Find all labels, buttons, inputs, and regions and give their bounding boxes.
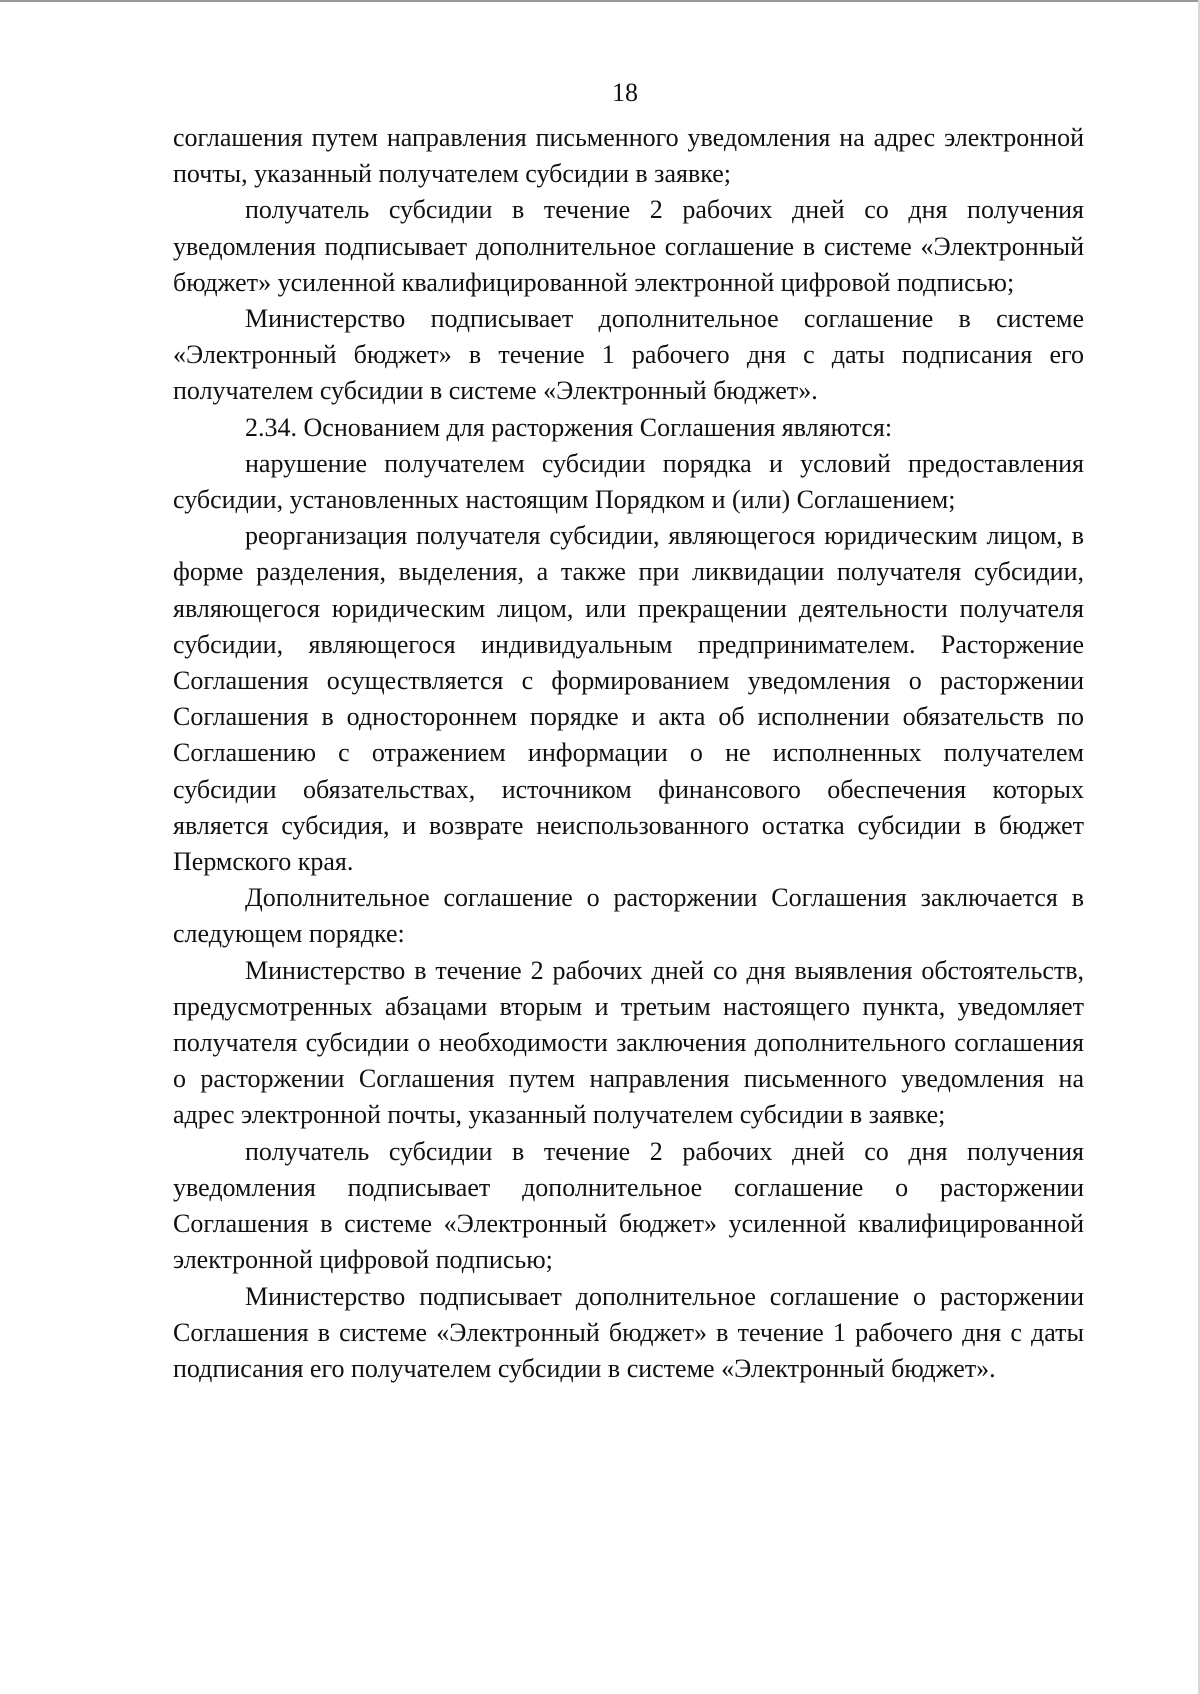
paragraph: Министерство подписывает дополнительное соглашение о расторжении Соглашения в системе «Электронный бюджет» в течение 1 рабочего дня с даты подписания его получателем субсидии в системе «Электронный бюджет». bbox=[173, 1281, 1084, 1383]
paragraph: Дополнительное соглашение о расторжении Соглашения заключается в следующем порядке: bbox=[173, 883, 1084, 949]
section-heading-2-34: 2.34. Основанием для расторжения Соглашения являются: bbox=[245, 412, 893, 442]
paragraph: реорганизация получателя субсидии, являющегося юридическим лицом, в форме разделения, выделения, а также при ликвидации получателя субсидии, являющегося юридическим лицом, или прекращении деятельности получателя субсидии, являющегося индивидуальным предпринимателем. Расторжение Соглашения осуществляется с формированием уведомления о расторжении Соглашения в одностороннем порядке и акта об исполнении обязательств по Соглашению с отражением информации о не исполненных получателем субсидии обязательствах, источником финансового обеспечения которых является субсидия, и возврате неиспользованного остатка субсидии в бюджет Пермского края. bbox=[173, 521, 1084, 877]
page-number: 18 bbox=[612, 78, 638, 107]
paragraph: Министерство подписывает дополнительное соглашение в системе «Электронный бюджет» в течение 1 рабочего дня с даты подписания его получателем субсидии в системе «Электронный бюджет». bbox=[173, 304, 1084, 406]
paragraph: Министерство в течение 2 рабочих дней со дня выявления обстоятельств, предусмотренных абзацами вторым и третьим настоящего пункта, уведомляет получателя субсидии о необходимости заключения дополнительного соглашения о расторжении Соглашения путем направления письменного уведомления на адрес электронной почты, указанный получателем субсидии в заявке; bbox=[173, 955, 1084, 1130]
paragraph: получатель субсидии в течение 2 рабочих дней со дня получения уведомления подписывает дополнительное соглашение о расторжении Соглашения в системе «Электронный бюджет» усиленной квалифицированной электронной цифровой подписью; bbox=[173, 1136, 1084, 1275]
document-body bbox=[173, 120, 1084, 1387]
scan-edge-top bbox=[0, 0, 1200, 2]
paragraph: получатель субсидии в течение 2 рабочих дней со дня получения уведомления подписывает дополнительное соглашение в системе «Электронный бюджет» усиленной квалифицированной электронной цифровой подписью; bbox=[173, 195, 1084, 297]
paragraph: соглашения путем направления письменного уведомления на адрес электронной почты, указанный получателем субсидии в заявке; bbox=[173, 123, 1084, 189]
paragraph: нарушение получателем субсидии порядка и условий предоставления субсидии, установленных настоящим Порядком и (или) Соглашением; bbox=[173, 448, 1084, 515]
